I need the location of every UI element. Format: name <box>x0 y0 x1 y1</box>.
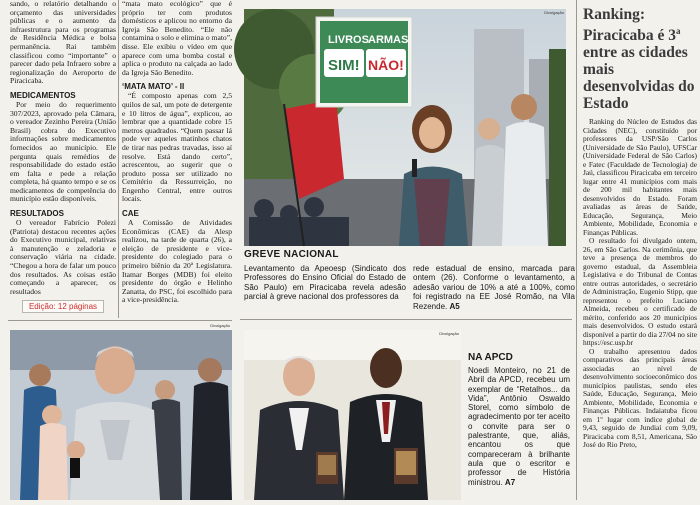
politicians-scene <box>10 330 232 500</box>
apcd-photo <box>244 330 461 500</box>
apcd-scene <box>244 330 461 500</box>
sign-nao: NÃO! <box>368 57 404 73</box>
section-divider <box>240 319 572 320</box>
ranking-paragraph-2: O resultado foi divulgado ontem, 26, em São Carlos. Na cerimônia, que teve a presença de membros do governo estadual, da Assembleia Legislativa e do Tribunal de Contas entre outras autoridades, o secretário de Administração, Eugenio Stipp, que representou o prefeito Luciano Almeida, recebeu o certificado de mérito, conferido aos 20 municípios mais desenvolvidos. O estudo estará disponível a partir do dia 27/04 no site https://esc.usp.br <box>583 236 697 347</box>
ranking-headline: Ranking: Piracicaba é 3$^a$ entre as cidades mais desenvolvidas do Estado <box>583 6 695 112</box>
sign-livros: LIVROS <box>328 34 369 46</box>
edition-label: Edição: 12 páginas <box>22 300 104 313</box>
photo-credit: Divulgação <box>544 10 564 15</box>
protest-scene <box>244 9 566 246</box>
ranking-paragraph-1: Ranking do Núcleo de Estudos das Cidades (NEC), constituído por professores da USP/São Carlos (Universidade de São Paulo), UFSCar (Universidade Federal de São Carlos) e Fatec (Faculdade de Tecnologia) de Jaú, classificou Piracicaba em terceiro lugar entre 41 municípios com mais de 200 mil habitantes mais desenvolvidos do Estado. Foram avaliadas as áreas de Saúde, Educação, Segurança, Meio Ambiente, Mobilidade, Economia e Finanças Públicas. <box>583 117 697 237</box>
mata-mato-text: “É composto apenas com 2,5 quilos de sal, um pote de detergente e 10 litros de água”, explicou, ao lembrar que a quantidade cobre 15 metros quadrados. “Quem passar lá pode ver aqueles matinhos chatos de tirar nas pedras travadas, isso aí resolve. Está dando certo”, acrescentou, ao sugerir que o produto possa ser utilizado no Cemitério da Ressurreição, no Engenho Central, entre outros locais. <box>122 91 232 204</box>
politicians-photo <box>10 323 232 500</box>
resultados-text: O vereador Fabrício Polezi (Patriota) destacou recentes ações do Executivo municipal, relativas à manutenção e zeladoria e conservação viária na cidade. “Chegou a hora de falar um pouco dos resultados. As coisas estão começando a aparecer, os resultados <box>10 218 116 296</box>
medicamentos-heading: MEDICAMENTOS <box>10 90 76 100</box>
cae-text: A Comissão de Atividades Econômicas (CAE) da Alesp realizou, na tarde de quarta (26), a eleição de presidente e vice-presidente do colegiado para o primeiro biênio da 20ª Legislatura. Itamar Borges (MDB) foi eleito presidente do órgão e Helinho Zanatta, do PSC, foi escolhido para a vice-presidência. <box>122 218 232 305</box>
column-divider <box>576 0 577 500</box>
sign-armas: ARMAS <box>368 34 409 46</box>
protest-photo <box>244 9 566 246</box>
medicamentos-text: Por meio do requerimento 307/2023, aprovado pela Câmara, o vereador Zezinho Pereira (União Brasil) cobra do Executivo informações sobre medicamentos fornecidos ao município. Ele pergunta quais remédios de responsabilidade do estado estão em falta e pede a relação completa, há quanto tempo e se os medicamentos de competência do município estão disponíveis. <box>10 99 116 204</box>
mata-mato-heading: ‘MATA MATO’ - II <box>122 82 185 92</box>
middle-column <box>122 0 232 318</box>
page-ref-a7: A7 <box>504 477 516 487</box>
right-column <box>583 0 697 500</box>
sign-sim: SIM! <box>328 57 360 74</box>
greve-caption-right: rede estadual de ensino, marcada para ontem (26). Conforme o levantamento, a adesão variou de 10% a até a 100%, como foi registrado na EE José Romão, na Vila Rezende. A5 <box>413 264 575 311</box>
cae-heading: CAE <box>122 209 139 219</box>
ranking-paragraph-3: O trabalho apresentou dados comparativos das principais áreas associadas ao nível de desenvolvimento socioeconômico dos municípios paulistas, sendo eles Saúde, Educação, Segurança, Meio Ambiente, Mobilidade, Economia e Finanças Públicas. Indaiatuba ficou em 1º lugar com índice global de 9,43, seguido de Jundiaí com 9,09, Piracicaba com 8,51, Americana, São José do Rio Preto, <box>583 346 697 449</box>
page-ref-a5: A5 <box>449 301 460 311</box>
na-apcd-headline: NA APCD <box>468 352 513 363</box>
column-divider <box>118 0 119 318</box>
photo-credit: Divulgação <box>210 323 230 328</box>
left-column <box>10 0 116 318</box>
photo-credit: Divulgação <box>439 331 459 336</box>
apcd-caption: Noedi Monteiro, no 21 de Abril da APCD, recebeu um exemplar de “Retalhos... da Vida”, Antônio Oswaldo Storel, como símbolo de agradecimento por ter aceito o convite para ser o palestrante, que, aliás, encantou os que compareceram à brilhante aula que o escritor e professor de História ministrou. A7 <box>468 366 570 487</box>
section-divider <box>8 320 232 321</box>
greve-caption-left: Levantamento da Apeoesp (Sindicato dos Professores do Ensino Oficial do Estado de São Paulo) em Piracicaba revela adesão parcial à greve nacional dos professores da <box>244 264 406 302</box>
edition-box <box>10 302 116 311</box>
mid-intro-text: “mata mato ecológico” que é próprio ter com produtos domésticos e aplicou no entorno da Igreja São Benedito. “Ele não contamina o solo e elimina o mato”, disse. Ele exibiu o vídeo em que aparece com uma bomba costal e aplica o produto na calçada ao lado da Igreja São Benedito. <box>122 0 232 77</box>
greve-nacional-headline: GREVE NACIONAL <box>244 249 339 260</box>
resultados-heading: RESULTADOS <box>10 209 64 219</box>
left-intro-text: sando, o relatório detalhando o orçamento das universidades públicas e o aumento da infraestrutura para os programas de Residência Médica e bolsa permanência. Rai também classificou como “importante” o parecer dado pela Infraero sobre a regionalização do Aeroporto de Piracicaba. <box>10 0 116 86</box>
